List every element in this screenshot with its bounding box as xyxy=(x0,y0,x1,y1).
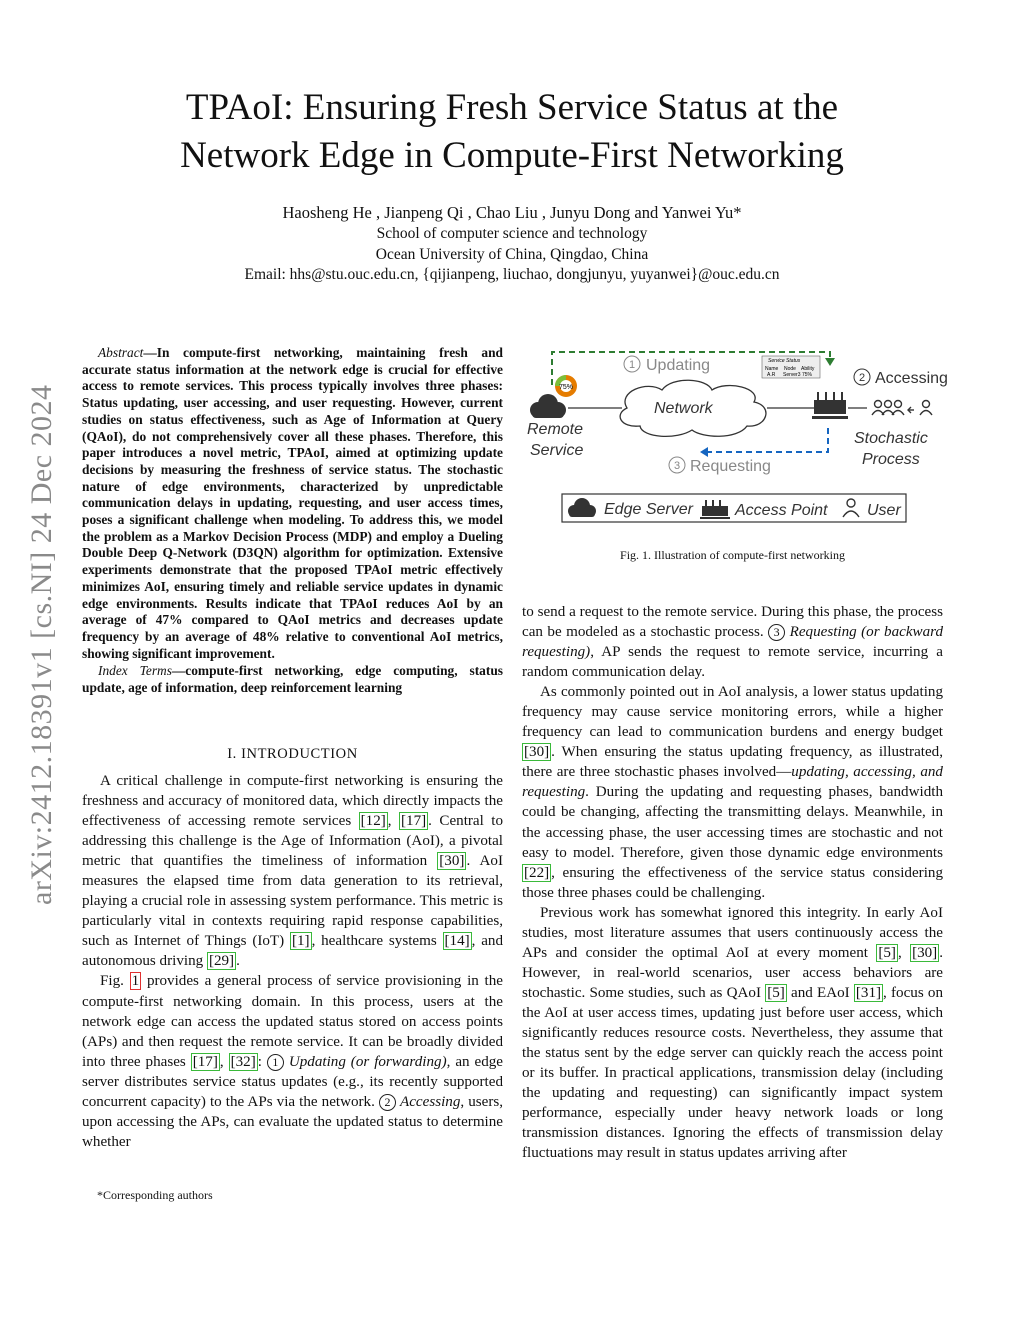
circled-two: 2 xyxy=(379,1094,396,1111)
accessing-label: Accessing xyxy=(875,370,948,387)
table-h3: Ability xyxy=(801,366,815,372)
access-point-icon xyxy=(812,392,848,419)
cite-31[interactable]: [31] xyxy=(855,984,882,1001)
service-label: Service xyxy=(530,442,584,459)
paper-title xyxy=(0,84,1024,180)
figure-caption: Fig. 1. Illustration of compute-first networking xyxy=(620,548,845,562)
table-r3: 75% xyxy=(802,372,813,378)
right-paragraph-3: Previous work has somewhat ignored this integrity. In early AoI studies, most literature assumes that users continuously access the APs and consider the optimal AoI at every moment [5] , [30] . However, in real-world scenarios, user access behaviors are stochastic. Some studies, such as QAoI [5] and EAoI [31] , focus on the AoI at user access times, updating just before user access, which significantly reduces resource costs. Nevertheless, they assume that the status sent by the edge server can quickly reach the access point or its buffer. In practical applications, transmission delay (including the updating and requesting) can significantly impact system performance, especially under heavy network loads or long transmission distances. Ignoring the effects of transmission delay fluctuations may result in status updates arriving after xyxy=(522,904,944,1162)
table-h2: Node xyxy=(784,366,796,372)
cite-29[interactable]: [29] xyxy=(208,953,235,970)
table-h1: Name xyxy=(765,366,779,372)
requesting-label: Requesting xyxy=(690,458,771,475)
cite-30c[interactable]: [30] xyxy=(912,944,938,961)
pie-label: 75% xyxy=(559,384,574,391)
circled-three: 3 xyxy=(768,624,785,641)
fig-1-link[interactable]: 1 xyxy=(131,973,140,990)
abstract-text: —In compute-first networking, maintaining fresh and accurate status information at the network edge is crucial for effective access to remote services. This process typically involves three phases: Status updating, user accessing, and user requesting. However, current studies on status effectiveness, such as Age of Information at Query (QAoI), do not comprehensively cover all these phases. Therefore, this paper introduces a novel metric, TPAoI, aimed at optimizing update decisions by measuring the freshness of service status. The stochastic nature of edge environments, characterized by unpredictable communication delays in updating, requesting, and user access times, poses a significant challenge when modeling. To address this, we model the problem as a Markov Decision Process (MDP) and employ a Dueling Double Deep Q-Network (D3QN) algorithm for optimization. Extensive experiments demonstrate that the proposed TPAoI metric effectively minimizes AoI, ensuring timely and reliable service updates in dynamic edge environments. Results indicate that TPAoI reduces AoI by an average of 47% compared to QAoI metrics and decreases update frequency by an average of 48% relative to conventional AoI metrics, showing significant improvement. xyxy=(82,345,503,661)
service-status-table xyxy=(762,356,820,378)
requesting-arrowhead xyxy=(700,447,708,457)
right-paragraph-2: As commonly pointed out in AoI analysis, a lower status updating frequency may cause service monitoring errors, while a higher frequency can lead to communication burdens and energy budget [30] . When ensuring the status updating frequency, as illustrated, there are three stochastic phases involved—updating, accessing, and requesting. During the updating and requesting phases, bandwidth could be changing, affecting the transmitting delays. Meanwhile, in the accessing phase, the user accessing times are stochastic and not easy to model. Therefore, given those dynamic edge environments [22] , ensuring the effectiveness of the service status considering those three phases could be challenging. xyxy=(522,684,943,901)
remote-cloud-icon xyxy=(530,394,566,418)
affiliation-2: Ocean University of China, Qingdao, China xyxy=(375,246,649,263)
updating-label: Updating xyxy=(646,357,711,374)
accessing-number: 2 xyxy=(859,372,866,384)
legend-user: User xyxy=(867,502,901,519)
cite-12[interactable]: [12] xyxy=(360,813,386,830)
cite-30[interactable]: [30] xyxy=(439,853,465,870)
legend-access-point: Access Point xyxy=(735,502,828,519)
circled-one: 1 xyxy=(267,1054,284,1071)
updating-number: 1 xyxy=(629,359,636,371)
index-terms-text: —compute-first networking, edge computing, status update, age of information, deep reinforcement learning xyxy=(82,663,503,696)
footnote: *Corresponding authors xyxy=(97,1188,213,1202)
cite-17b[interactable]: [17] xyxy=(192,1053,218,1070)
requesting-number: 3 xyxy=(674,460,681,472)
updating-arrowhead xyxy=(825,358,835,366)
intro-right-column xyxy=(522,602,943,1163)
cite-14[interactable]: [14] xyxy=(444,933,470,950)
cite-22[interactable]: [22] xyxy=(524,864,550,881)
affiliation-1: School of computer science and technology xyxy=(376,225,648,242)
cite-30b[interactable]: [30] xyxy=(524,744,550,761)
remote-label: Remote xyxy=(527,421,584,438)
service-status-title: Service Status xyxy=(768,358,801,364)
users-group-icon xyxy=(872,401,932,416)
intro-paragraph-2: Fig. 1 provides a general process of service provisioning in the compute-first networking domain. In this process, users at the network edge can access the updated status stored on access points (APs) and then request the remote service. It can be broadly divided into three phases [17] , [32] : 1 Updating (or forwarding), an edge server distributes service status updates (e.g., its recently supported concurrent capacity) to the APs via the network. 2 Accessing, users, upon accessing the APs, can evaluate the updated status to determine whether xyxy=(82,973,504,1150)
stochastic-label: Stochastic xyxy=(854,430,928,447)
title-line-1: TPAoI: Ensuring Fresh Service Status at the xyxy=(185,87,839,128)
cite-5b[interactable]: [5] xyxy=(767,984,785,1001)
legend-edge-server: Edge Server xyxy=(604,501,693,518)
abstract-label: Abstract xyxy=(98,345,144,360)
title-line-2: Network Edge in Compute-First Networking xyxy=(180,135,844,176)
cite-17[interactable]: [17] xyxy=(401,813,427,830)
table-r2: Server3 xyxy=(783,372,801,378)
cite-32[interactable]: [32] xyxy=(230,1053,256,1070)
section-heading: I. INTRODUCTION xyxy=(227,746,358,762)
table-r1: A.R xyxy=(767,372,776,378)
process-label: Process xyxy=(862,451,920,468)
figure-1 xyxy=(522,340,962,530)
network-label: Network xyxy=(654,400,713,417)
index-terms-label: Index Terms xyxy=(98,663,172,679)
cite-5[interactable]: [5] xyxy=(878,944,896,961)
intro-left-column xyxy=(82,771,503,1152)
authors: Haosheng He , Jianpeng Qi , Chao Liu , Junyu Dong and Yanwei Yu* xyxy=(282,203,742,222)
abstract xyxy=(82,345,503,697)
arxiv-watermark: arXiv:2412.18391v1 [cs.NI] 24 Dec 2024 xyxy=(25,384,58,905)
cite-1[interactable]: [1] xyxy=(291,933,310,950)
intro-paragraph-1: A critical challenge in compute-first networking is ensuring the freshness and accuracy of monitored data, which directly impacts the effectiveness of accessing remote services [12] , [17] . Central to addressing this challenge is the Age of Information (AoI), a pivotal metric that quantifies the timeliness of information [30] . AoI measures the elapsed time from data generation to its retrieval, playing a crucial role in assessing system performance. This metric is particularly vital in contexts requiring rapid response capabilities, such as Internet of Things (IoT) [1] , healthcare systems [14] , and autonomous driving [29] . xyxy=(82,773,504,970)
right-paragraph-1: to send a request to the remote service. During this phase, the process can be modeled as a stochastic process. 3 Requesting (or backward requesting), AP sends the request to remote service, incurring a random communication delay. xyxy=(522,604,943,681)
email: Email: hhs@stu.ouc.edu.cn, {qijianpeng, liuchao, dongjunyu, yuyanwei}@ouc.edu.cn xyxy=(244,266,780,283)
